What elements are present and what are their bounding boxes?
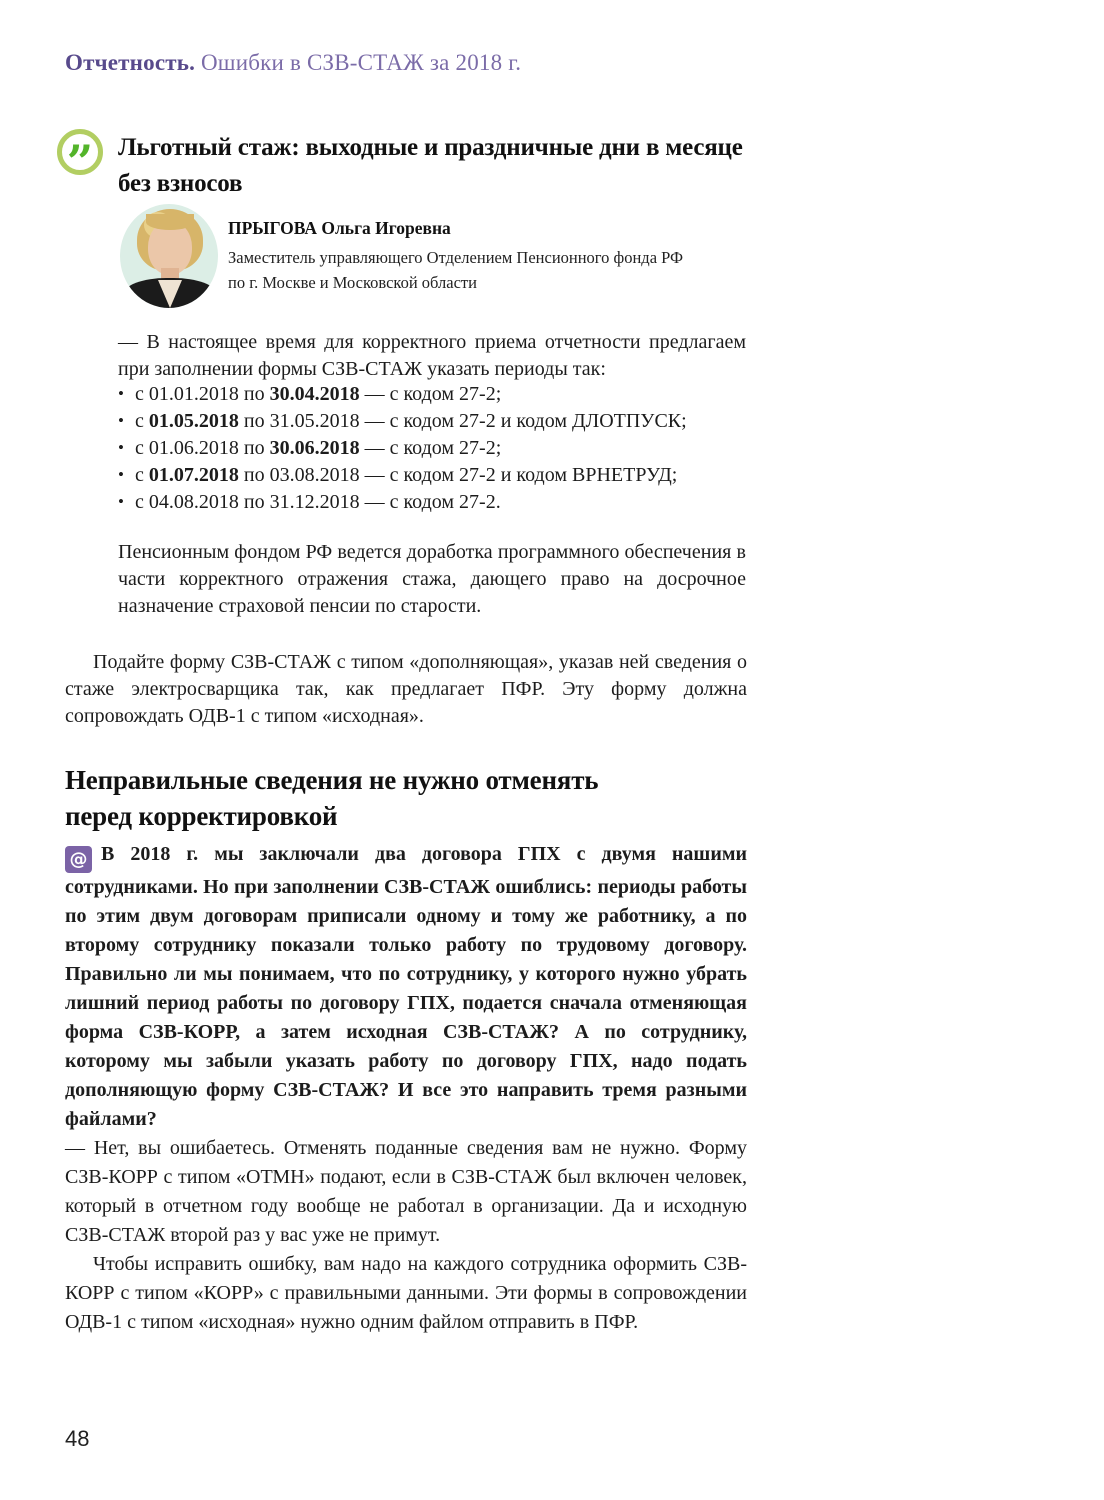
period-bullet: • с 01.05.2018 по 31.05.2018 — с кодом 27-2 и кодом ДЛОТПУСК; xyxy=(118,408,754,435)
period-bullet: • с 01.01.2018 по 30.04.2018 — с кодом 27-2; xyxy=(118,381,754,408)
email-question-icon: @ xyxy=(65,846,92,873)
running-head-section: Отчетность. xyxy=(65,50,196,75)
question-paragraph xyxy=(65,840,747,1134)
running-head xyxy=(65,50,521,76)
answer-paragraph-1: — Нет, вы ошибаетесь. Отменять поданные сведения вам не нужно. Форму СЗВ-КОРР с типом «ОТМН» подают, если в СЗВ-СТАЖ был включен человек, который в отчетном году вообще не работал в организации. Да и исходную СЗВ-СТАЖ второй раз у вас уже не примут. xyxy=(65,1137,747,1246)
avatar-fringe xyxy=(146,214,194,230)
page-number: 48 xyxy=(65,1426,90,1451)
period-bullet: • с 04.08.2018 по 31.12.2018 — с кодом 27-2. xyxy=(118,489,754,516)
author-position: Заместитель управляющего Отделением Пенсионного фонда РФ по г. Москве и Московской области xyxy=(228,248,684,292)
period-bullet: • с 01.07.2018 по 03.08.2018 — с кодом 27-2 и кодом ВРНЕТРУД; xyxy=(118,462,754,489)
quote-outro-paragraph: Пенсионным фондом РФ ведется доработка программного обеспечения в части корректного отражения стажа, дающего право на досрочное назначение страховой пенсии по старости. xyxy=(118,541,746,617)
article-title: Льготный стаж: выходные и праздничные дни в месяце без взносов xyxy=(118,134,743,197)
question-text: В 2018 г. мы заключали два договора ГПХ с двумя нашими сотрудниками. Но при заполнении СЗВ-СТАЖ ошиблись: периоды работы по этим двум договорам приписали одному и тому же работнику, а по второму сотруднику показали только работу по трудовому договору. Правильно ли мы понимаем, что по сотруднику, у которого нужно убрать лишний период работы по договору ГПХ, подается сначала отменяющая форма СЗВ-КОРР, а затем исходная СЗВ-СТАЖ? А по сотруднику, которому мы забыли указать работу по договору ГПХ, надо подать дополняющую форму СЗВ-СТАЖ? И все это направить тремя разными файлами? xyxy=(65,843,747,1130)
quote-icon: ” xyxy=(57,129,103,175)
answer-paragraph-2: Чтобы исправить ошибку, вам надо на каждого сотрудника оформить СЗВ-КОРР с типом «КОРР» с правильными данными. Эти формы в сопровождении ОДВ-1 с типом «исходная» нужно одним файлом отправить в ПФР. xyxy=(65,1253,747,1333)
qa-block xyxy=(65,840,747,1337)
advice-paragraph: Подайте форму СЗВ-СТАЖ с типом «дополняющая», указав ней сведения о стаже электросварщика так, как предлагает ПФР. Эту форму должна сопровождать ОДВ-1 с типом «исходная». xyxy=(65,651,747,727)
quote-intro-paragraph: — В настоящее время для корректного приема отчетности предлагаем при заполнении формы СЗВ-СТАЖ указать периоды так: xyxy=(118,331,746,380)
period-bullet: • с 01.06.2018 по 30.06.2018 — с кодом 27-2; xyxy=(118,435,754,462)
author-name: ПРЫГОВА Ольга Игоревна xyxy=(228,218,451,238)
period-bullet-list xyxy=(118,381,754,516)
section-heading: Неправильные сведения не нужно отменять перед корректировкой xyxy=(65,765,599,831)
running-head-topic: Ошибки в СЗВ-СТАЖ за 2018 г. xyxy=(201,50,522,75)
author-avatar xyxy=(120,204,218,308)
